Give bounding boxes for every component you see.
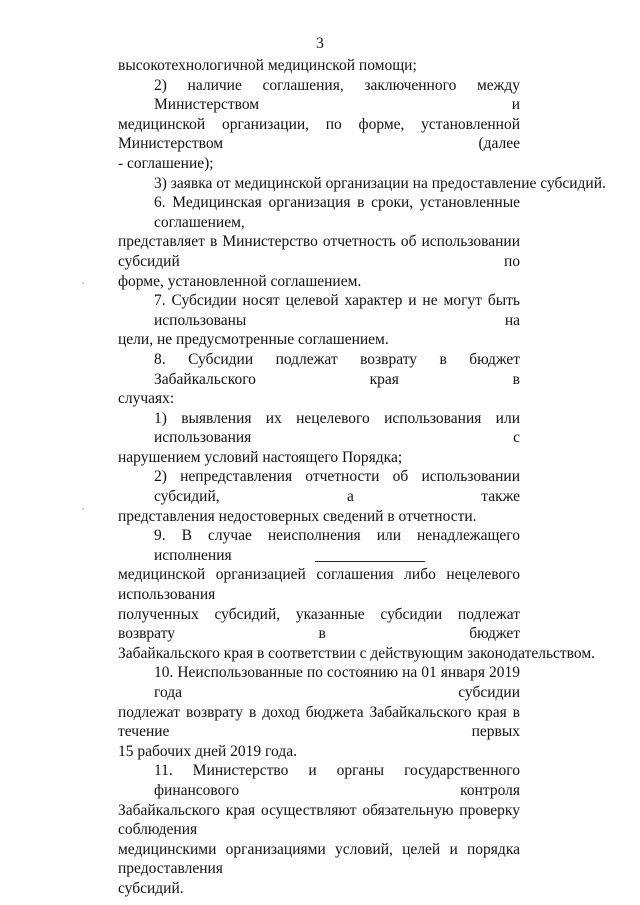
- text-line: медицинскими организациями условий, целей и порядка предоставления: [118, 840, 520, 878]
- text-line: полученных субсидий, указанные субсидии подлежат возврату в бюджет: [118, 605, 520, 643]
- text-line: нарушением условий настоящего Порядка;: [118, 448, 403, 466]
- text-line: 9. В случае неисполнения или ненадлежащего исполнения: [154, 527, 520, 564]
- text-line: случаях:: [118, 390, 175, 408]
- text-line: субсидий.: [118, 879, 184, 897]
- text-line: 2) непредставления отчетности об использовании субсидий, а также: [154, 468, 520, 506]
- text-line: 2) наличие соглашения, заключенного между Министерством и: [154, 76, 520, 114]
- text-line: 7. Субсидии носят целевой характер и не могут быть использованы на: [154, 292, 520, 329]
- text-line: 10. Неиспользованные по состоянию на 01 января 2019 года субсидии: [154, 664, 520, 701]
- text-line: 11. Министерство и органы государственного финансового контроля: [154, 762, 520, 799]
- text-line: представления недостоверных сведений в отчетности.: [118, 507, 477, 525]
- text-line: 1) выявления их нецелевого использования или использования с: [154, 409, 520, 447]
- margin-mark: [82, 282, 84, 284]
- text-line: 15 рабочих дней 2019 года.: [118, 742, 297, 760]
- text-line: - соглашение);: [118, 154, 214, 172]
- text-line: 6. Медицинская организация в сроки, установленные соглашением,: [154, 194, 520, 231]
- text-line: 3) заявка от медицинской организации на предоставление субсидий.: [154, 174, 606, 192]
- text-line: цели, не предусмотренные соглашением.: [118, 331, 389, 349]
- text-line: представляет в Министерство отчетность об использовании субсидий по: [118, 233, 520, 270]
- text-line: 8. Субсидии подлежат возврату в бюджет Забайкальского края в: [154, 350, 520, 388]
- text-line: высокотехнологичной медицинской помощи;: [118, 57, 417, 74]
- text-line: форме, установленной соглашением.: [118, 272, 362, 290]
- text-line: медицинской организацией соглашения либо нецелевого использования: [118, 566, 520, 604]
- text-line: медицинской организации, по форме, установленной Министерством (далее: [118, 115, 520, 153]
- text-line: Забайкальского края в соответствии с действующим законодательством.: [118, 644, 596, 662]
- text-line: Забайкальского края осуществляют обязательную проверку соблюдения: [118, 801, 520, 839]
- end-separator-line: [315, 561, 425, 562]
- document-body: [118, 56, 606, 899]
- margin-mark: [82, 508, 84, 510]
- page-number: 3: [316, 35, 324, 52]
- text-line: подлежат возврату в доход бюджета Забайкальского края в течение первых: [118, 703, 520, 741]
